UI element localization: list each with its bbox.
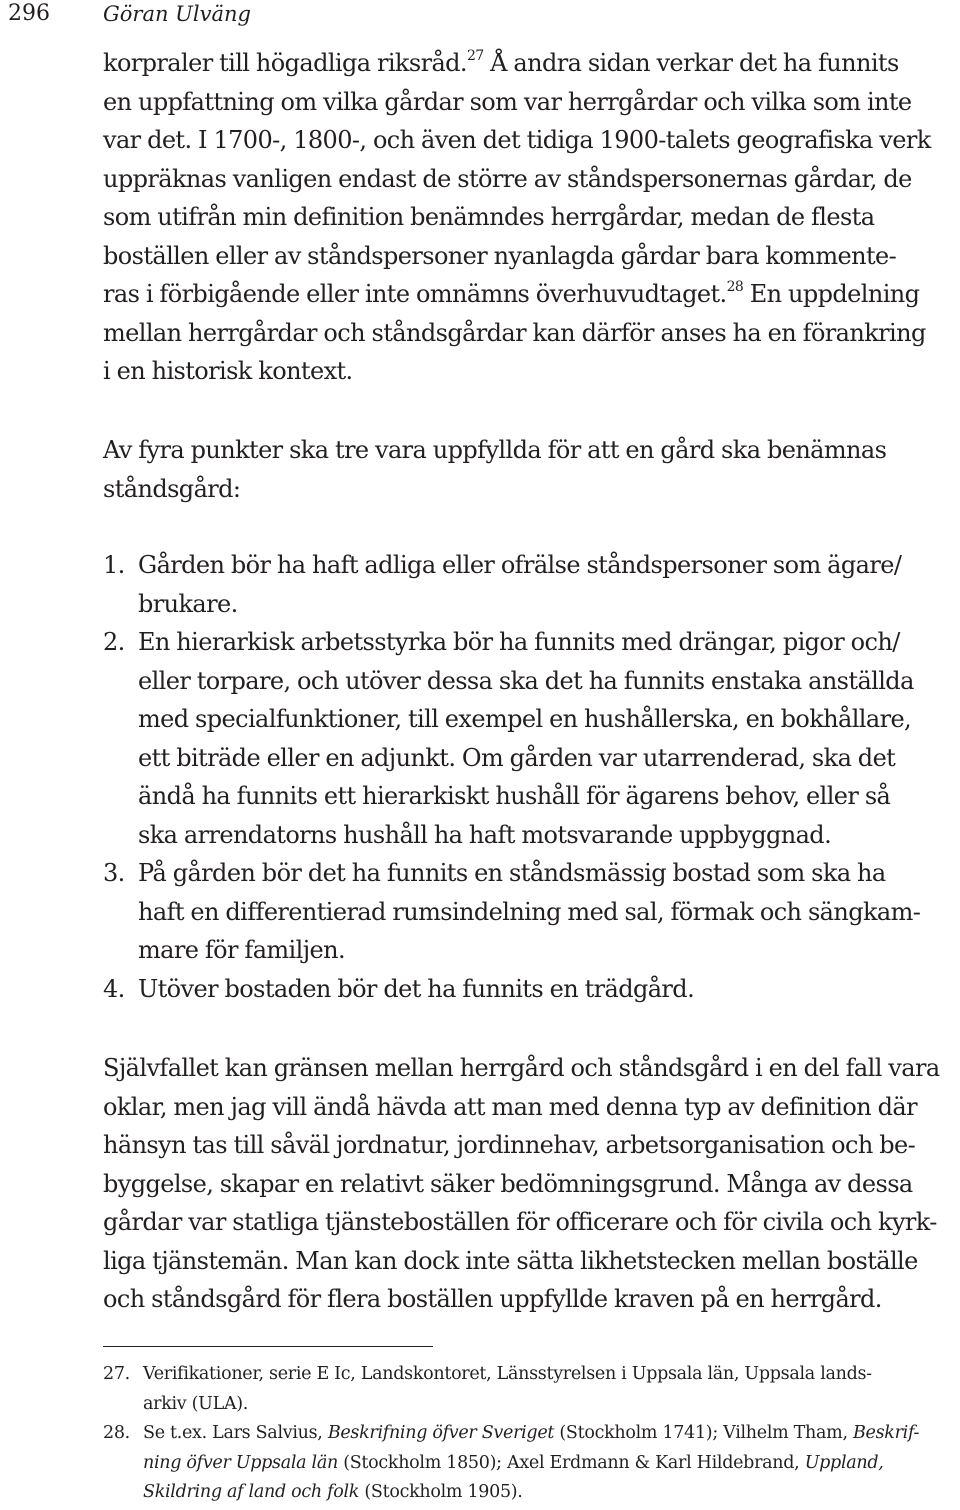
text-span: Å andra sidan verkar det ha funnits [483,49,899,77]
title-italic: Skildring af land och folk [143,1482,360,1502]
text-span: Se t.ex. Lars Salvius, [143,1423,328,1443]
criteria-list [103,546,959,1008]
text-line: brukare. [138,589,238,618]
text-line [103,275,931,314]
title-italic: Beskrif- [852,1423,920,1443]
title-italic: Uppland, [804,1452,884,1473]
text-line: På gården bör det ha funnits en ståndsmässig bostad som ska ha [138,859,886,887]
text-line: Utöver bostaden bör det ha funnits en trädgård. [138,974,695,1003]
text-line: haft en differentierad rumsindelning med sal, förmak och sängkam- [138,897,921,926]
footnote-line [143,1449,959,1479]
text-line: var det. I 1700-, 1800-, och även det tidiga 1900-talets geografiska verk [103,126,931,154]
text-span: korpraler till högadliga riksråd. [103,49,467,77]
text-line: mellan herrgårdar och ståndsgårdar kan därför anses ha en förankring [103,318,926,347]
footnote-line [143,1419,959,1449]
text-line: byggelse, skapar en relativt säker bedömningsgrund. Många av dessa [103,1169,913,1198]
text-line: Självfallet kan gränsen mellan herrgård och ståndsgård i en del fall vara [103,1054,940,1082]
list-item [103,970,959,1009]
footnote-ref-27: 27 [466,48,484,64]
list-item-number: 2. [103,628,125,656]
list-item-number: 1. [103,551,125,579]
text-line: Av fyra punkter ska tre vara uppfyllda för att en gård ska benämnas [103,436,887,464]
paragraph-2 [103,431,886,508]
text-line: boställen eller av ståndspersoner nyanlagda gårdar bara kommente- [103,241,897,270]
list-item [103,854,959,970]
text-line: oklar, men jag vill ändå hävda att man med denna typ av definition där [103,1092,917,1121]
footnote-number: 27. [103,1364,130,1384]
text-line: ett biträde eller en adjunkt. Om gården var utarrenderad, ska det [138,743,896,772]
text-line: som utifrån min definition benämndes herrgårdar, medan de flesta [103,203,875,231]
footnote-27 [103,1360,959,1419]
text-line: i en historisk kontext. [103,357,353,385]
text-span: (Stockholm 1905). [359,1482,523,1502]
list-item-number: 3. [103,859,125,887]
text-span: En uppdelning [743,280,920,308]
footnote-28 [103,1419,959,1508]
list-item [103,623,959,854]
footnote-line: arkiv (ULA). [143,1393,249,1414]
page-number: 296 [8,1,50,26]
list-item [103,546,959,623]
footnote-divider [103,1346,433,1347]
text-line: ändå ha funnits ett hierarkiskt hushåll för ägarens behov, eller så [138,782,891,810]
text-line: liga tjänstemän. Man kan dock inte sätta likhetstecken mellan boställe [103,1246,918,1275]
title-italic: ning öfver Uppsala län [143,1452,338,1473]
footnote-number: 28. [103,1423,130,1443]
text-line: ska arrendatorns hushåll ha haft motsvarande uppbyggnad. [138,820,832,849]
footnote-line: Verifikationer, serie E Ic, Landskontoret, Länsstyrelsen i Uppsala län, Uppsala lands- [143,1364,872,1384]
text-line: och ståndsgård för flera boställen uppfyllde kraven på en herrgård. [103,1285,882,1313]
title-italic: Beskrifning öfver Sveriget [327,1423,555,1443]
text-line: med specialfunktioner, till exempel en hushållerska, en bokhållare, [138,705,912,733]
paragraph-3 [103,1049,940,1319]
text-line: hänsyn tas till såväl jordnatur, jordinnehav, arbetsorganisation och be- [103,1131,916,1159]
text-line: Gården bör ha haft adliga eller ofrälse ståndspersoner som ägare/ [138,551,902,579]
text-span: (Stockholm 1850); Axel Erdmann & Karl Hildebrand, [337,1452,805,1473]
text-line: eller torpare, och utöver dessa ska det ha funnits enstaka anställda [138,666,914,695]
list-item-number: 4. [103,974,125,1003]
text-line: ståndsgård: [103,474,241,503]
text-line: mare för familjen. [138,936,346,964]
text-line: uppräknas vanligen endast de större av ståndspersonernas gårdar, de [103,164,912,193]
text-line: gårdar var statliga tjänsteboställen för officerare och för civila och kyrk- [103,1208,937,1236]
text-span: ras i förbigående eller inte omnämns överhuvudtaget. [103,280,727,308]
footnote-ref-28: 28 [726,279,744,295]
text-span: (Stockholm 1741); Vilhelm Tham, [554,1423,853,1443]
paragraph-1 [103,44,931,391]
running-head: Göran Ulväng [103,2,251,26]
footnotes [103,1360,959,1508]
footnote-line [143,1478,959,1508]
text-line [103,44,931,83]
text-line: en uppfattning om vilka gårdar som var herrgårdar och vilka som inte [103,87,912,116]
text-line: En hierarkisk arbetsstyrka bör ha funnits med drängar, pigor och/ [138,628,900,656]
